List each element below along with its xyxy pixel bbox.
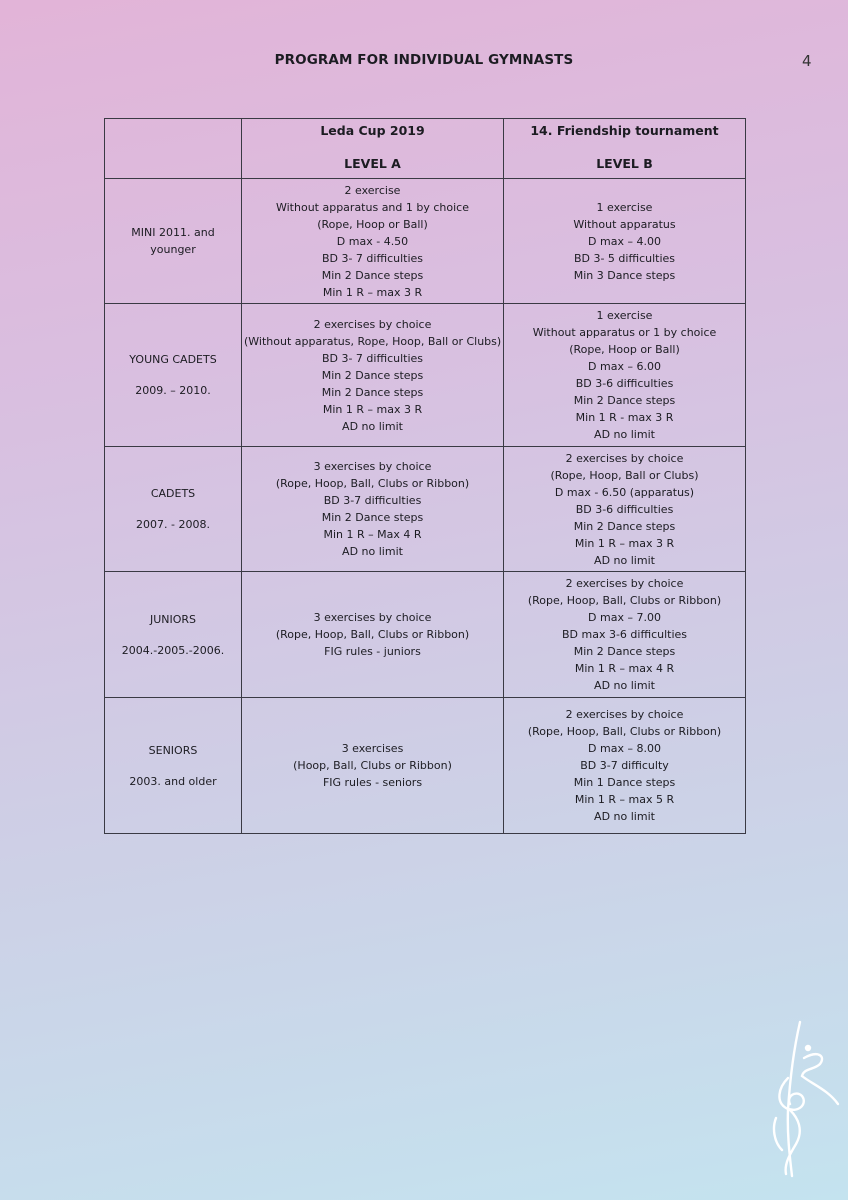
category-cell <box>105 179 242 304</box>
requirement-line: AD no limit <box>594 428 655 441</box>
requirement-line: Min 1 R – max 3 R <box>322 285 423 299</box>
requirement-line: 2 exercises by choice <box>565 451 684 465</box>
page-title: PROGRAM FOR INDIVIDUAL GYMNASTS <box>274 52 574 68</box>
category-years: 2004.-2005.-2006. <box>121 643 225 657</box>
requirement-line: 2 exercises by choice <box>565 708 684 721</box>
header-empty-cell <box>105 119 242 179</box>
header-competition-title: 14. Friendship tournament <box>530 123 719 138</box>
requirement-line: Min 2 Dance steps <box>321 385 424 399</box>
requirement-line: D max - 4.50 <box>336 234 409 248</box>
category-years: 2007. - 2008. <box>136 518 210 531</box>
requirement-line: AD no limit <box>342 419 403 433</box>
level-b-cell <box>504 447 746 572</box>
requirement-line: BD 3- 7 difficulties <box>321 251 424 265</box>
category-name: YOUNG CADETS <box>129 353 217 366</box>
requirement-line: 3 exercises by choice <box>313 460 432 473</box>
requirement-line: Min 2 Dance steps <box>573 519 676 533</box>
requirement-line: AD no limit <box>594 810 655 823</box>
requirement-line: 3 exercises <box>341 742 404 755</box>
gymnast-logo <box>768 1018 840 1180</box>
requirement-line: Min 1 R – max 5 R <box>574 793 675 806</box>
category-cell <box>105 698 242 834</box>
table-row <box>105 698 746 834</box>
requirement-line: Min 1 R - max 3 R <box>575 411 674 424</box>
requirement-line: Without apparatus and 1 by choice <box>275 200 469 214</box>
level-b-cell <box>504 698 746 834</box>
category-name: MINI 2011. and younger <box>131 226 215 256</box>
requirement-line: D max – 6.00 <box>588 360 661 373</box>
table-row <box>105 179 746 304</box>
header-level-a <box>242 119 504 179</box>
requirement-line: 2 exercises by choice <box>313 317 432 331</box>
requirement-line: (Rope, Hoop or Ball) <box>569 343 680 356</box>
requirement-line: AD no limit <box>594 679 655 692</box>
requirement-line: (Rope, Hoop, Ball or Clubs) <box>550 468 699 482</box>
category-cell <box>105 304 242 447</box>
header-competition-title: Leda Cup 2019 <box>320 123 425 138</box>
requirement-line: BD 3-6 difficulties <box>575 502 674 516</box>
requirement-line: Min 1 R – Max 4 R <box>323 528 422 541</box>
category-cell <box>105 447 242 572</box>
requirement-line: (Rope, Hoop, Ball, Clubs or Ribbon) <box>275 477 470 490</box>
level-a-cell <box>242 572 504 698</box>
requirement-line: Min 3 Dance steps <box>573 268 676 282</box>
level-a-cell <box>242 304 504 447</box>
category-name: CADETS <box>150 487 196 500</box>
requirement-line: Min 1 R – max 3 R <box>322 402 423 416</box>
header-level-b <box>504 119 746 179</box>
requirement-line: Min 1 R – max 4 R <box>574 662 675 675</box>
category-years: 2003. and older <box>129 774 217 788</box>
category-years: 2009. – 2010. <box>135 384 211 397</box>
requirement-line: (Without apparatus, Rope, Hoop, Ball or Clubs) <box>244 334 502 348</box>
requirement-line: BD 3-7 difficulty <box>580 759 669 772</box>
table-row <box>105 447 746 572</box>
table-row <box>105 572 746 698</box>
requirement-line: (Rope, Hoop, Ball, Clubs or Ribbon) <box>527 594 722 607</box>
requirement-line: Without apparatus <box>573 217 676 231</box>
requirement-line: BD 3-6 difficulties <box>575 377 674 390</box>
requirement-line: D max - 6.50 (apparatus) <box>554 485 695 499</box>
level-a-cell <box>242 698 504 834</box>
level-a-cell <box>242 447 504 572</box>
program-table <box>104 118 746 834</box>
requirement-line: 2 exercise <box>344 183 401 197</box>
level-b-cell <box>504 572 746 698</box>
header-level-label: LEVEL A <box>344 156 401 171</box>
requirement-line: Min 2 Dance steps <box>321 511 424 524</box>
header-level-label: LEVEL B <box>596 156 653 171</box>
category-cell <box>105 572 242 698</box>
level-a-cell <box>242 179 504 304</box>
requirement-line: Min 2 Dance steps <box>321 368 424 382</box>
requirement-line: 1 exercise <box>596 309 653 322</box>
requirement-line: Min 2 Dance steps <box>573 645 676 658</box>
requirement-line: 2 exercises by choice <box>565 577 684 590</box>
requirement-line: D max – 4.00 <box>588 234 661 248</box>
table-row <box>105 304 746 447</box>
requirement-line: BD 3-7 difficulties <box>323 494 422 507</box>
requirement-line: AD no limit <box>342 545 403 558</box>
requirement-line: FIG rules - seniors <box>322 776 423 789</box>
requirement-line: D max – 7.00 <box>588 611 661 624</box>
requirement-line: (Rope, Hoop or Ball) <box>317 217 428 231</box>
category-name: JUNIORS <box>149 612 197 626</box>
requirement-line: 1 exercise <box>596 200 653 214</box>
requirement-line: (Rope, Hoop, Ball, Clubs or Ribbon) <box>275 628 470 641</box>
requirement-line: (Rope, Hoop, Ball, Clubs or Ribbon) <box>527 725 722 738</box>
requirement-line: BD 3- 7 difficulties <box>321 351 424 365</box>
requirement-line: AD no limit <box>594 553 655 567</box>
requirement-line: Min 1 Dance steps <box>573 776 676 789</box>
page-number: 4 <box>802 52 812 70</box>
level-b-cell <box>504 304 746 447</box>
requirement-line: FIG rules - juniors <box>324 645 421 658</box>
requirement-line: Min 2 Dance steps <box>573 394 676 407</box>
requirement-line: Without apparatus or 1 by choice <box>532 326 717 339</box>
requirement-line: (Hoop, Ball, Clubs or Ribbon) <box>293 759 452 772</box>
level-b-cell <box>504 179 746 304</box>
requirement-line: D max – 8.00 <box>588 742 661 755</box>
category-name: SENIORS <box>148 743 198 757</box>
requirement-line: Min 1 R – max 3 R <box>574 536 675 550</box>
requirement-line: Min 2 Dance steps <box>321 268 424 282</box>
requirement-line: BD 3- 5 difficulties <box>573 251 676 265</box>
requirement-line: 3 exercises by choice <box>313 611 432 624</box>
requirement-line: BD max 3-6 difficulties <box>561 628 688 641</box>
table-header-row <box>105 119 746 179</box>
